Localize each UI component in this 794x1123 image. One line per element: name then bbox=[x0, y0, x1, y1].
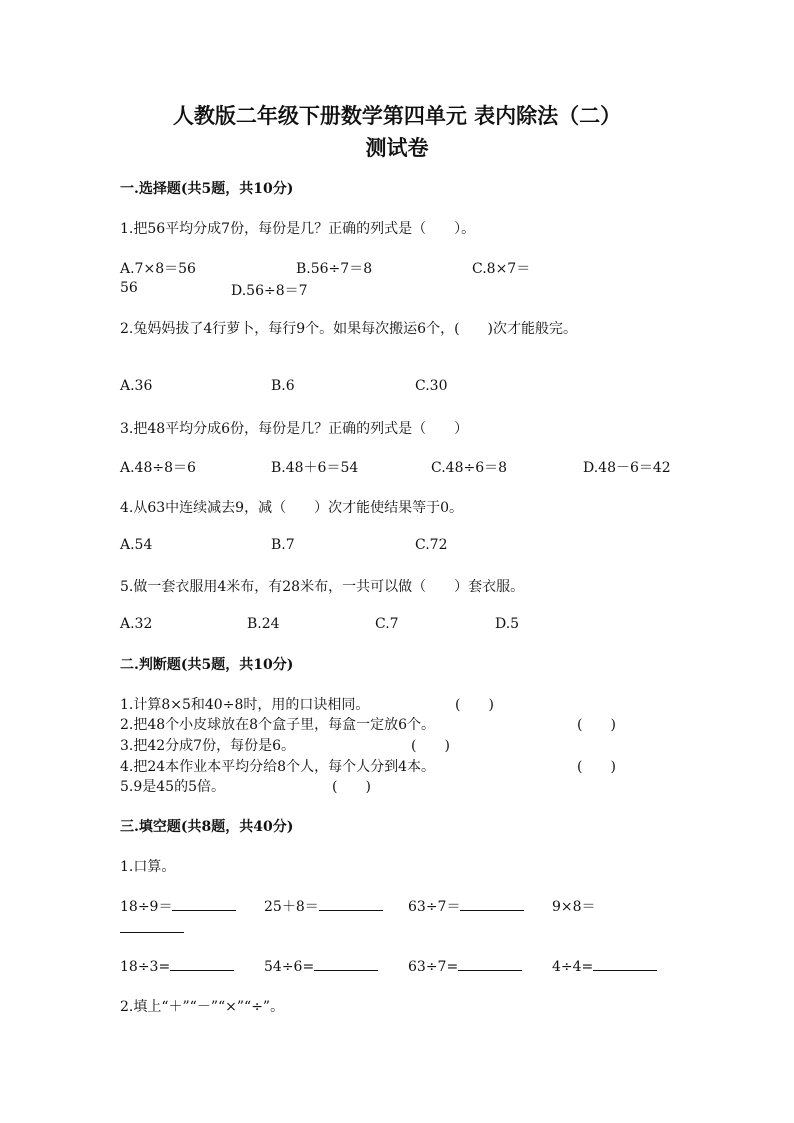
answer-blank[interactable] bbox=[170, 956, 234, 971]
choice-q2-option-b: B.6 bbox=[271, 378, 295, 394]
choice-q3-option-a: A.48÷8＝6 bbox=[120, 460, 196, 476]
choice-q4-option-c: C.72 bbox=[415, 537, 448, 553]
choice-q1-option-b: B.56÷7＝8 bbox=[296, 261, 373, 277]
choice-q5-option-d: D.5 bbox=[495, 616, 520, 632]
judge-q3-paren: ( ) bbox=[411, 738, 450, 754]
oral-calc-expression: 4÷4= bbox=[552, 959, 594, 975]
oral-calc-expression: 18÷9＝ bbox=[120, 899, 173, 915]
page-title: 人教版二年级下册数学第四单元 表内除法（二） bbox=[172, 103, 622, 128]
judge-q5-paren: ( ) bbox=[332, 779, 371, 795]
section-fill-heading: 三.填空题(共8题，共40分) bbox=[120, 819, 294, 835]
choice-q2-option-a: A.36 bbox=[120, 378, 153, 394]
oral-calc-item bbox=[408, 956, 522, 975]
choice-q1-option-d: D.56÷8＝7 bbox=[231, 283, 308, 299]
choice-q5-option-b: B.24 bbox=[247, 616, 280, 632]
oral-calc-item bbox=[120, 896, 236, 916]
oral-calc-expression: 25＋8＝ bbox=[264, 899, 319, 915]
oral-calc-item-wrap bbox=[120, 918, 184, 937]
judge-q1-paren: ( ) bbox=[455, 697, 494, 713]
page-subtitle: 测试卷 bbox=[365, 135, 429, 160]
judge-q5-text: 5.9是45的5倍。 bbox=[120, 779, 225, 795]
choice-q4-option-a: A.54 bbox=[120, 537, 153, 553]
oral-calc-item bbox=[120, 956, 234, 975]
choice-q1-stem: 1.把56平均分成7份，每份是几？正确的列式是（ ）。 bbox=[120, 221, 476, 237]
oral-calc-item bbox=[408, 896, 524, 916]
choice-q1-option-c-cont: 56 bbox=[120, 280, 138, 296]
choice-q5-stem: 5.做一套衣服用4米布，有28米布，一共可以做（ ）套衣服。 bbox=[120, 579, 525, 595]
choice-q3-option-c: C.48÷6＝8 bbox=[431, 460, 508, 476]
answer-blank[interactable] bbox=[314, 956, 378, 971]
oral-calc-expression: 18÷3= bbox=[120, 959, 171, 975]
choice-q3-option-d: D.48－6＝42 bbox=[583, 460, 671, 476]
choice-q2-stem: 2.兔妈妈拔了4行萝卜，每行9个。如果每次搬运6个，( )次才能般完。 bbox=[120, 321, 578, 337]
choice-q1-option-c: C.8×7＝ bbox=[472, 261, 531, 277]
judge-q4-paren: ( ) bbox=[577, 759, 616, 775]
judge-q2-paren: ( ) bbox=[577, 717, 616, 733]
fill-q1-stem: 1.口算。 bbox=[120, 859, 176, 875]
judge-q4-text: 4.把24本作业本平均分给8个人，每个人分到4本。 bbox=[120, 759, 435, 775]
fill-q2-stem: 2.填上“＋”“－”“×”“÷”。 bbox=[120, 999, 285, 1015]
judge-q2-text: 2.把48个小皮球放在8个盒子里，每盒一定放6个。 bbox=[120, 717, 435, 733]
judge-q3-text: 3.把42分成7份，每份是6。 bbox=[120, 738, 295, 754]
oral-calc-expression: 54÷6= bbox=[264, 959, 315, 975]
choice-q3-stem: 3.把48平均分成6份，每份是几？正确的列式是（ ） bbox=[120, 421, 469, 437]
oral-calc-item bbox=[264, 896, 383, 916]
oral-calc-item bbox=[552, 956, 657, 975]
oral-calc-item bbox=[264, 956, 378, 975]
choice-q4-option-b: B.7 bbox=[271, 537, 295, 553]
answer-blank[interactable] bbox=[593, 956, 657, 971]
oral-calc-expression: 63÷7= bbox=[408, 959, 459, 975]
choice-q1-option-a: A.7×8＝56 bbox=[120, 261, 196, 277]
choice-q5-option-a: A.32 bbox=[120, 616, 153, 632]
answer-blank[interactable] bbox=[319, 896, 383, 911]
section-judge-heading: 二.判断题(共5题，共10分) bbox=[120, 657, 294, 673]
answer-blank[interactable] bbox=[460, 896, 524, 911]
answer-blank[interactable] bbox=[458, 956, 522, 971]
oral-calc-expression: 9×8＝ bbox=[552, 899, 596, 915]
choice-q5-option-c: C.7 bbox=[375, 616, 399, 632]
oral-calc-expression: 63÷7＝ bbox=[408, 899, 461, 915]
answer-blank[interactable] bbox=[120, 918, 184, 933]
choice-q3-option-b: B.48＋6＝54 bbox=[271, 460, 359, 476]
answer-blank[interactable] bbox=[172, 896, 236, 911]
choice-q2-option-c: C.30 bbox=[415, 378, 448, 394]
section-choice-heading: 一.选择题(共5题，共10分) bbox=[120, 181, 294, 197]
oral-calc-item bbox=[552, 896, 596, 916]
judge-q1-text: 1.计算8×5和40÷8时，用的口诀相同。 bbox=[120, 697, 370, 713]
choice-q4-stem: 4.从63中连续减去9，减（ ）次才能使结果等于0。 bbox=[120, 500, 463, 516]
